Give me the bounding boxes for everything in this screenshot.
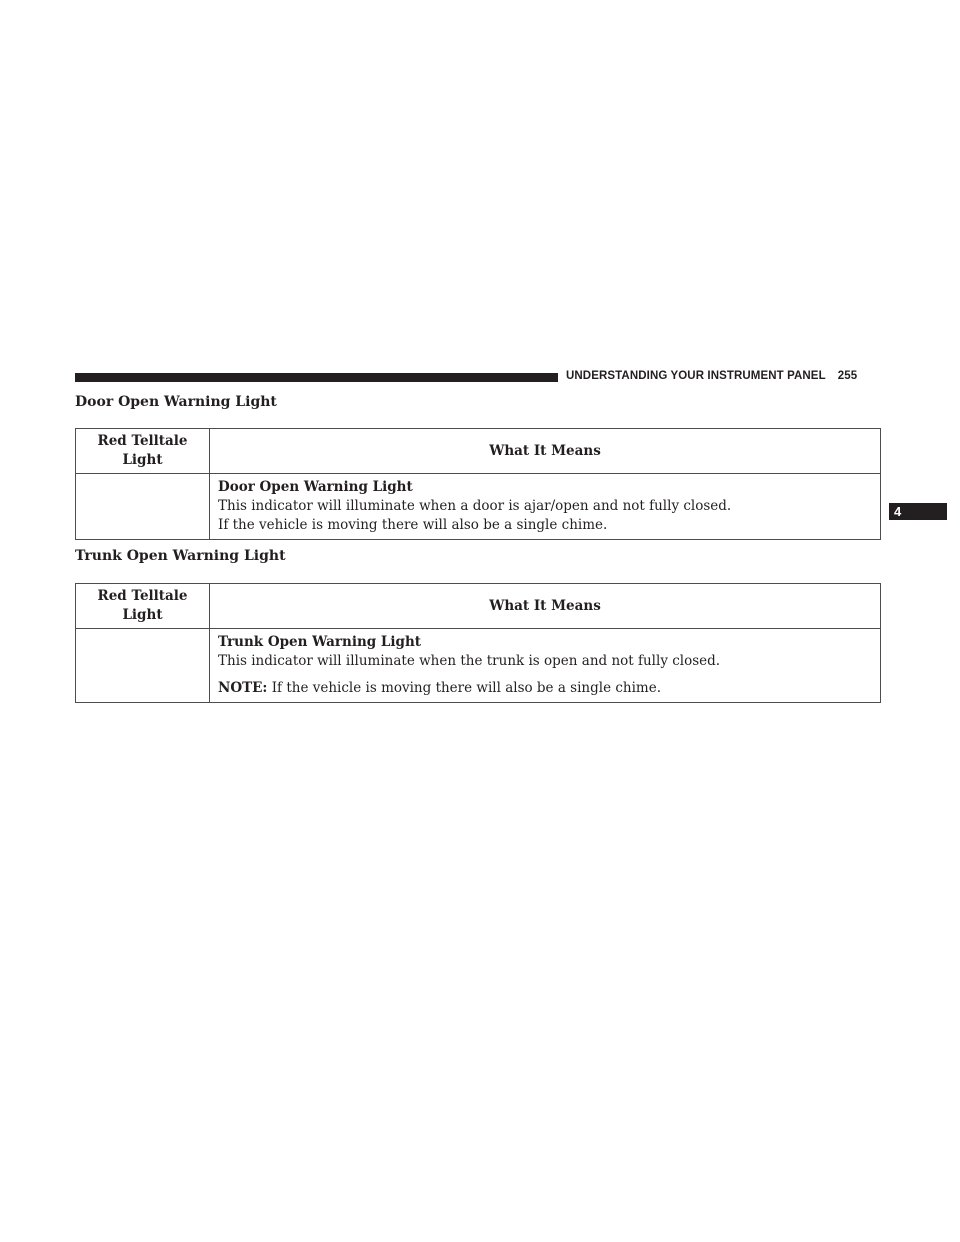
note-label: NOTE: [218, 680, 268, 696]
entry-description: This indicator will illuminate when the trunk is open and not fully closed. [218, 653, 721, 669]
chapter-tab: 4 [889, 503, 947, 520]
col-header-what-it-means: What It Means [210, 429, 881, 474]
section-title-trunk-open: Trunk Open Warning Light [75, 548, 286, 564]
telltale-icon-cell [76, 629, 210, 703]
col-header-red-telltale: Red Telltale Light [76, 584, 210, 629]
telltale-icon-cell [76, 474, 210, 540]
entry-description: This indicator will illuminate when a door is ajar/open and not fully closed. [218, 498, 732, 514]
table-row [76, 474, 881, 540]
entry-title: Trunk Open Warning Light [218, 634, 422, 650]
door-open-table [75, 428, 881, 540]
meaning-cell [210, 629, 881, 703]
page-number: 255 [837, 370, 858, 382]
entry-title: Door Open Warning Light [218, 479, 413, 495]
note [218, 679, 880, 698]
col-header-red-telltale: Red Telltale Light [76, 429, 210, 474]
meaning-cell [210, 474, 881, 540]
table-header-row [76, 584, 881, 629]
entry-chime-info: If the vehicle is moving there will also be a single chime. [218, 517, 608, 533]
section-title-door-open: Door Open Warning Light [75, 394, 277, 410]
header-rule-bar [75, 373, 558, 382]
running-header [566, 370, 857, 382]
header-section-title: UNDERSTANDING YOUR INSTRUMENT PANEL [566, 370, 826, 382]
table-row [76, 629, 881, 703]
note-text: If the vehicle is moving there will also be a single chime. [271, 680, 662, 696]
trunk-open-table [75, 583, 881, 703]
table-header-row [76, 429, 881, 474]
col-header-what-it-means: What It Means [210, 584, 881, 629]
